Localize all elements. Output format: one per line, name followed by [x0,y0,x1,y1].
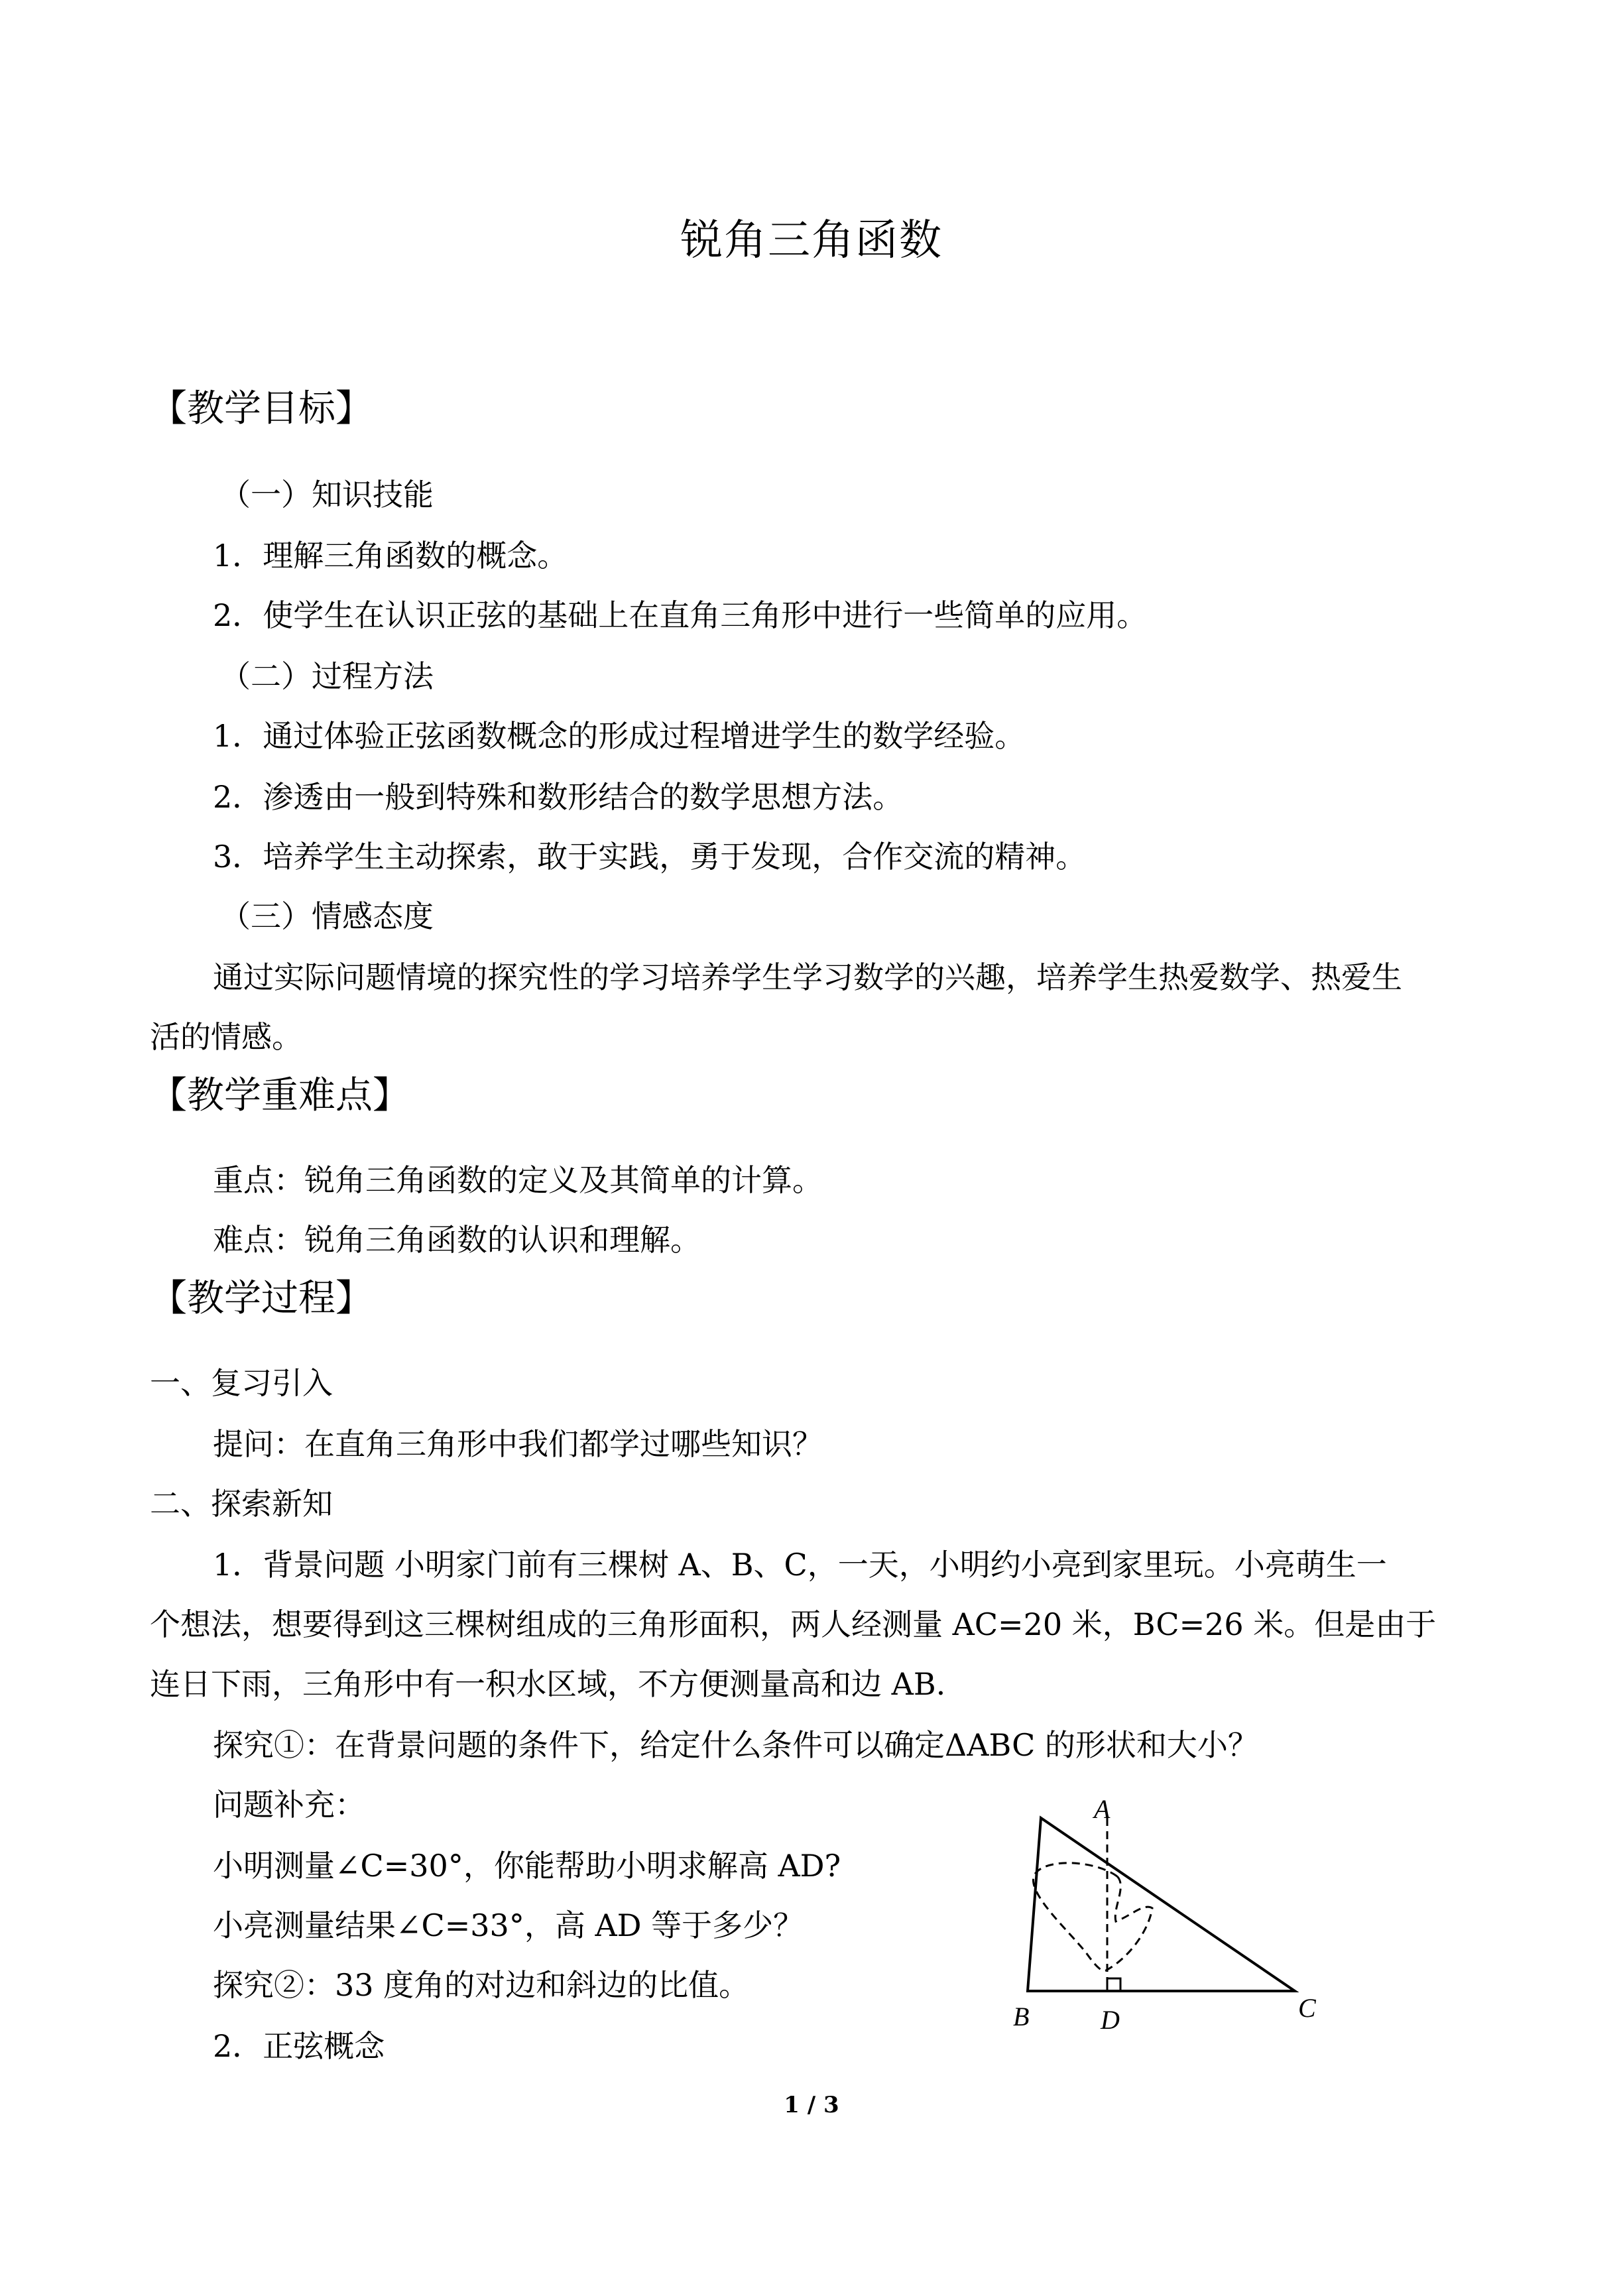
question-item: 小明测量∠C=30°，你能帮助小明求解高 AD? [213,1848,841,1884]
subheading-process-method: （二）过程方法 [220,658,434,694]
subsection-heading: 2．正弦概念 [213,2028,385,2064]
objective-item: 1．通过体验正弦函数概念的形成过程增进学生的数学经验。 [213,718,1026,754]
section-heading-key-points: 【教学重难点】 [150,1074,410,1117]
process-part-heading: 二、探索新知 [150,1486,333,1522]
key-point-focus: 重点：锐角三角函数的定义及其简单的计算。 [213,1162,823,1198]
vertex-label-c: C [1298,1993,1316,2023]
point-label-d: D [1101,2005,1120,2035]
process-question: 提问：在直角三角形中我们都学过哪些知识？ [213,1426,823,1462]
objective-item: 3．培养学生主动探索，敢于实践，勇于发现，合作交流的精神。 [213,839,1087,875]
paragraph-line: 连日下雨，三角形中有一积水区域，不方便测量高和边 AB. [150,1666,946,1702]
vertex-label-b: B [1013,2002,1030,2031]
page-title: 锐角三角函数 [680,216,943,265]
right-angle-mark [1107,1978,1120,1991]
key-point-difficulty: 难点：锐角三角函数的认识和理解。 [213,1222,701,1258]
subheading-knowledge: （一）知识技能 [220,477,434,513]
question-supplement-label: 问题补充： [213,1787,365,1823]
paragraph-line: 个想法，想要得到这三棵树组成的三角形面积，两人经测量 AC=20 米，BC=26 米。但是由于 [150,1606,1437,1642]
explore-question: 探究①：在背景问题的条件下，给定什么条件可以确定ΔABC 的形状和大小？ [213,1727,1258,1763]
paragraph-line: 1．背景问题 小明家门前有三棵树 A、B、C，一天，小明约小亮到家里玩。小亮萌生一 [213,1547,1387,1583]
process-part-heading: 一、复习引入 [150,1365,333,1401]
water-region-left [1033,1863,1117,1971]
explore-question: 探究②：33 度角的对边和斜边的比值。 [213,1967,750,2003]
triangle-figure [994,1797,1352,2049]
section-heading-objectives: 【教学目标】 [150,387,373,430]
objective-item: 1．理解三角函数的概念。 [213,538,568,574]
vertex-label-a: A [1094,1797,1111,1824]
page-number: 1 / 3 [784,2092,839,2118]
question-item: 小亮测量结果∠C=33°，高 AD 等于多少？ [213,1907,804,1943]
section-heading-process: 【教学过程】 [150,1277,373,1320]
paragraph-line: 活的情感。 [150,1019,302,1055]
objective-item: 2．渗透由一般到特殊和数形结合的数学思想方法。 [213,779,904,815]
subheading-attitude: （三）情感态度 [220,898,434,934]
triangle-abc [1028,1818,1295,1991]
objective-item: 2．使学生在认识正弦的基础上在直角三角形中进行一些简单的应用。 [213,597,1148,633]
paragraph-line: 通过实际问题情境的探究性的学习培养学生学习数学的兴趣，培养学生热爱数学、热爱生 [213,959,1402,995]
